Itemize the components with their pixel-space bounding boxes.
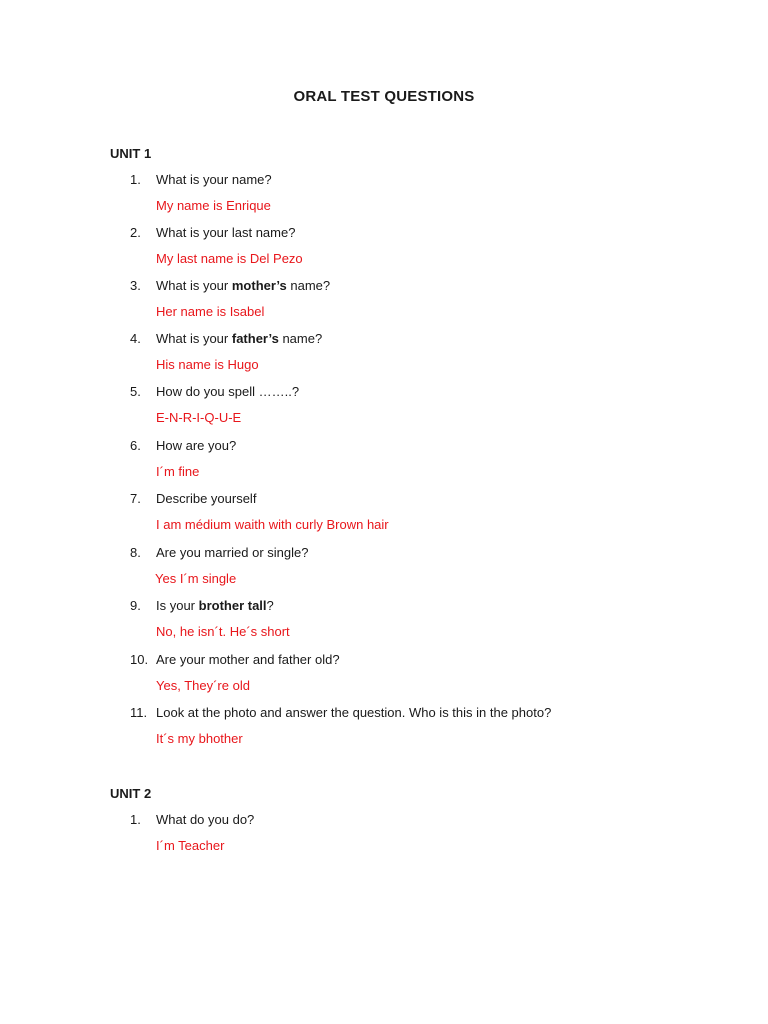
list-item (130, 277, 730, 319)
list-item (130, 383, 730, 425)
question-text: Look at the photo and answer the question. Who is this in the photo? (156, 705, 552, 720)
answer-text: E-N-R-I-Q-U-E (156, 410, 242, 425)
page-title: ORAL TEST QUESTIONS (293, 88, 475, 105)
question-text: What is your last name? (156, 225, 296, 240)
question-row (130, 171, 730, 189)
question-text: How do you spell ……..? (156, 384, 300, 399)
list-item (130, 544, 730, 586)
question-row (130, 544, 730, 562)
question-row (130, 651, 730, 669)
question-text: Is your brother tall? (156, 598, 274, 613)
answer-text: I´m Teacher (156, 838, 225, 853)
answer-text: Yes I´m single (155, 571, 237, 586)
answer-text: I am médium waith with curly Brown hair (156, 517, 389, 532)
question-number: 10. (130, 652, 149, 667)
list-item (130, 597, 730, 639)
question-number: 1. (130, 812, 141, 827)
question-row (130, 437, 730, 455)
unit-heading: UNIT 1 (110, 146, 152, 161)
question-number: 1. (130, 172, 141, 187)
question-text: Describe yourself (156, 491, 257, 506)
question-number: 5. (130, 384, 141, 399)
answer-text: I´m fine (156, 464, 200, 479)
list-item (130, 224, 730, 266)
list-item (130, 330, 730, 372)
question-number: 11. (130, 705, 148, 720)
list-item (130, 490, 730, 532)
answer-text: No, he isn´t. He´s short (156, 624, 290, 639)
question-number: 7. (130, 491, 141, 506)
question-number: 6. (130, 438, 141, 453)
question-row (130, 277, 730, 295)
list-item (130, 704, 730, 746)
answer-text: His name is Hugo (156, 357, 259, 372)
question-row (130, 224, 730, 242)
question-text: Are your mother and father old? (156, 652, 340, 667)
question-row (130, 383, 730, 401)
question-number: 3. (130, 278, 141, 293)
question-row (130, 490, 730, 508)
question-number: 4. (130, 331, 141, 346)
list-item (130, 811, 730, 853)
answer-text: Yes, They´re old (156, 678, 250, 693)
question-row (130, 811, 730, 829)
list-item (130, 651, 730, 693)
question-text: How are you? (156, 438, 237, 453)
answer-text: My name is Enrique (156, 198, 271, 213)
question-text: What is your mother’s name? (156, 278, 331, 293)
answer-text: My last name is Del Pezo (156, 251, 303, 266)
answer-text: It´s my bhother (156, 731, 243, 746)
unit-heading: UNIT 2 (110, 786, 152, 801)
question-text: What is your name? (156, 172, 272, 187)
question-row (130, 597, 730, 615)
list-item (130, 171, 730, 213)
answer-text: Her name is Isabel (156, 304, 265, 319)
question-text: Are you married or single? (156, 545, 309, 560)
question-text: What is your father’s name? (156, 331, 323, 346)
question-number: 2. (130, 225, 141, 240)
question-number: 8. (130, 545, 141, 560)
question-number: 9. (130, 598, 141, 613)
list-item (130, 437, 730, 479)
question-row (130, 704, 730, 722)
question-text: What do you do? (156, 812, 255, 827)
question-row (130, 330, 730, 348)
